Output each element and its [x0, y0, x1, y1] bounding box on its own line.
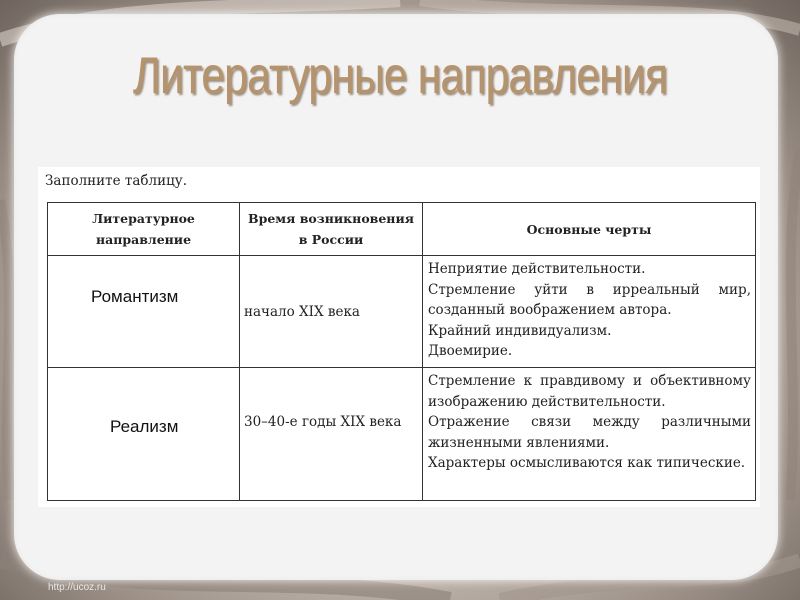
- slide-title: Литературные направления: [132, 47, 668, 105]
- direction-cell: [48, 256, 240, 368]
- feature-item: Стремление к правдивому и объективному изображению действительности.: [428, 373, 751, 410]
- direction-label: Реализм: [110, 417, 179, 436]
- time-text: 30–40-е годы XIX века: [244, 414, 402, 430]
- time-cell: [240, 368, 423, 501]
- footer-url: http://ucoz.ru: [48, 582, 106, 593]
- table-row: [48, 368, 756, 501]
- feature-item: Отражение связи между различными жизненными явлениями.: [428, 414, 751, 451]
- feature-item: Двоемирие.: [428, 343, 513, 360]
- direction-cell: [48, 368, 240, 501]
- header-features: Основные черты: [423, 203, 756, 256]
- document-image: [38, 167, 760, 507]
- table-header-row: [48, 203, 756, 256]
- feature-item: Характеры осмысливаются как типические.: [428, 455, 746, 472]
- time-cell: начало XIX века: [240, 256, 423, 368]
- direction-label: Романтизм: [91, 287, 179, 306]
- features-cell: [423, 368, 756, 501]
- instruction-text: Заполните таблицу.: [45, 173, 188, 189]
- header-time: Время возникновения в России: [240, 203, 423, 256]
- feature-item: Неприятие действительности.: [428, 261, 646, 277]
- features-cell: [423, 256, 756, 368]
- table-row: [48, 256, 756, 368]
- header-direction: Литературное направление: [48, 203, 240, 256]
- literature-table: [47, 202, 756, 501]
- feature-item: Крайний индивидуализм.: [428, 322, 612, 339]
- feature-item: Стремление уйти в ирреальный мир, созданный воображением автора.: [428, 281, 751, 319]
